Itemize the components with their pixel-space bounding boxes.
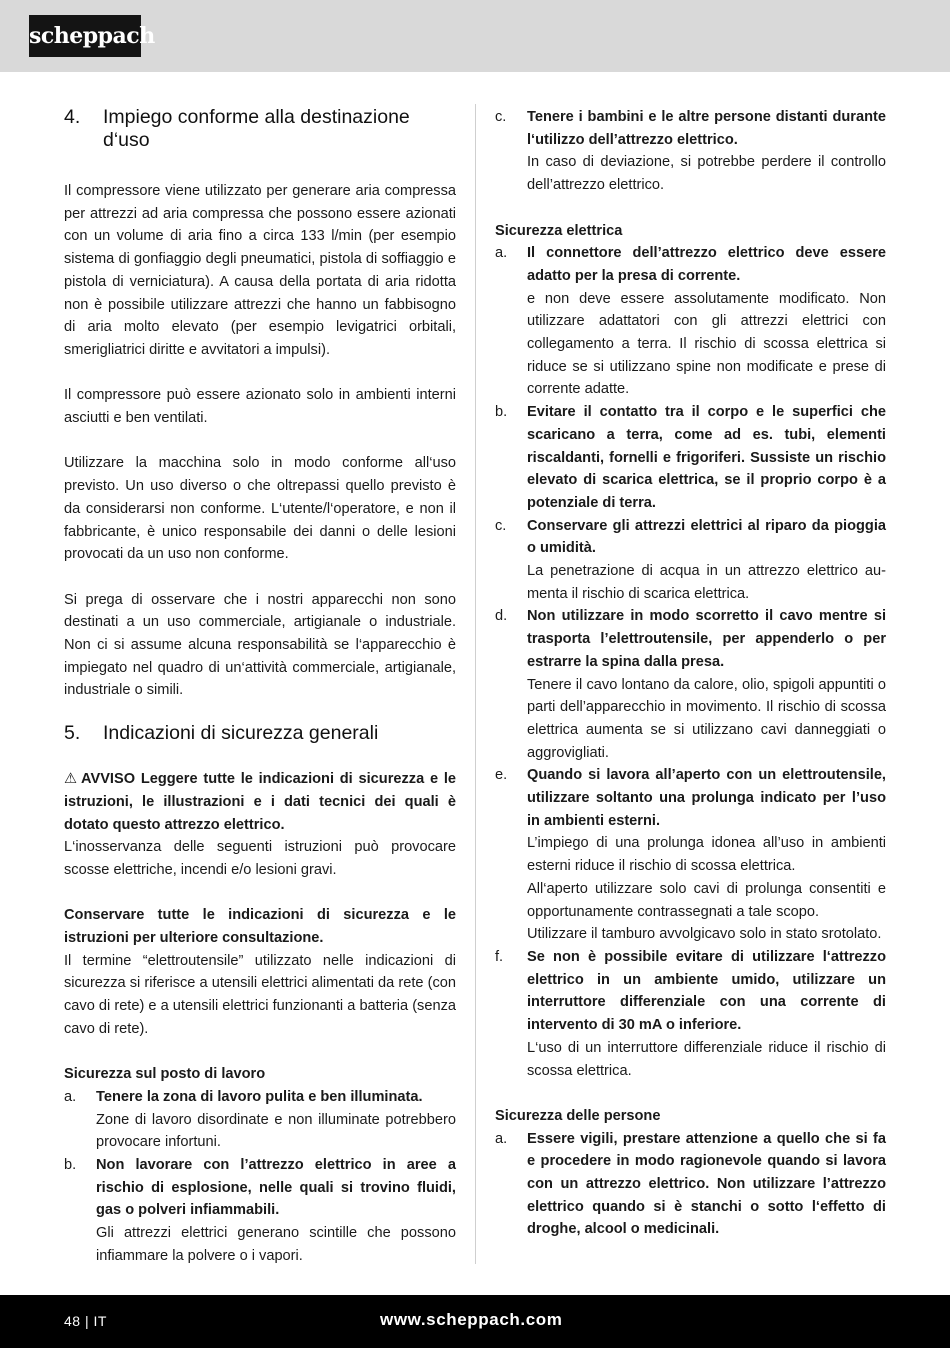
brand-logo: scheppach: [29, 15, 141, 57]
list-item-bold: Evitare il contatto tra il corpo e le superfici che scaricano a terra, come ad es. tubi, elementi riscaldanti, fornelli e frigoriferi. Sussiste un rischio elevato di scarica elettrica, se il proprio corpo è a potenziale di terra.: [527, 404, 886, 511]
list-item: [495, 242, 886, 401]
list-item-bold: Se non è possibile evitare di utilizzare l‘attrezzo elettrico in un ambiente umido, utilizzare un interruttore differenziale con una corrente di intervento di 30 mA o inferiore.: [527, 949, 886, 1034]
section-4-heading: [64, 106, 456, 152]
list-item-text: Tenere il cavo lontano da calore, olio, spigoli appuntiti o parti dell’apparecchio in movimento. Il rischio di scossa elettrica aumenta se si utilizzano cavi danneggiati o aggrovigliati.: [527, 676, 886, 761]
list-marker: d.: [495, 608, 508, 625]
section-5-heading: [64, 722, 456, 745]
list-item: [495, 605, 886, 764]
subheading-work-safety: Sicurezza sul posto di lavoro: [64, 1066, 266, 1083]
list-item-bold: Conservare gli attrezzi elettrici al riparo da pioggia o umidità.: [527, 517, 886, 557]
list-item-text: L’impiego di una prolunga idonea all’uso in ambienti esterni riduce il rischio di scossa elettrica.: [527, 835, 886, 875]
list-item-text: Zone di lavoro disordinate e non illuminate potrebbero provocare infortuni.: [96, 1111, 456, 1151]
list-marker: b.: [495, 404, 508, 421]
paragraph: Utilizzare la macchina solo in modo conforme all‘uso previsto. Un uso diverso o che oltrepassi quello previsto è da considerarsi non conforme. L‘utente/l‘operatore, e non il fabbricante, è unico responsabile dei danni o delle lesioni provocati da un uso non conforme.: [64, 455, 456, 563]
right-column: [495, 106, 886, 1241]
list-item: [495, 106, 886, 197]
website-url: www.scheppach.com: [380, 1310, 563, 1329]
paragraph: Si prega di osservare che i nostri apparecchi non sono destinati a un uso commerciale, artigianale o industriale. Non ci si assume alcuna responsabilità se l‘apparecchio è impiegato nel quadro di un‘attività commerciale, artigianale, industriale o simili.: [64, 591, 456, 699]
list-item: [495, 401, 886, 515]
page-number: 48 | IT: [64, 1313, 107, 1329]
list-item-bold: Tenere i bambini e le altre persone distanti durante l‘utilizzo dell’attrezzo elettrico.: [527, 109, 886, 148]
list-item-bold: Essere vigili, prestare attenzione a quello che si fa e procedere in modo ragionevole quando si lavora con un attrezzo elettrico. Non utilizzare l’attrezzo elettrico quando si è stanchi o sotto l‘effetto di droghe, alcool o medicinali.: [527, 1130, 886, 1238]
keep-instructions-text: Il termine “elettroutensile” utilizzato nelle indicazioni di sicurezza si riferisce a utensili elettrici alimentati da rete (con cavo di rete) e a utensili elettrici funzionanti a batteria (senza cavo di rete).: [64, 952, 456, 1037]
warning-text: L‘inosservanza delle seguenti istruzioni può provocare scosse elettriche, incendi e/o lesioni gravi.: [64, 839, 456, 878]
subheading-personal-safety: Sicurezza delle persone: [495, 1107, 661, 1124]
page-footer: [0, 1295, 950, 1348]
warning-notice: [64, 768, 456, 836]
list-item: [64, 1154, 456, 1268]
section-number: 5.: [64, 722, 81, 745]
list-marker: f.: [495, 949, 504, 965]
list-marker: a.: [495, 245, 508, 262]
list-item-bold: Non utilizzare in modo scorretto il cavo mentre si trasporta l’elettroutensile, per appenderlo o per estrarre la spina dalla presa.: [527, 608, 886, 670]
list-item-text: e non deve essere assolutamente modificato. Non utilizzare adattatori con gli attrezzi elettrici con collegamento a terra. Il rischio di scossa elettrica si riduce se si utilizzano spine non modificate e prese di corrente adatte.: [527, 290, 886, 398]
column-divider: [475, 104, 476, 1264]
section-title: Impiego conforme alla destinazione d‘uso: [103, 106, 410, 151]
list-item: [495, 764, 886, 946]
list-item-text: In caso di deviazione, si potrebbe perdere il controllo dell’attrezzo elettrico.: [527, 154, 886, 194]
keep-instructions-bold: Conservare tutte le indicazioni di sicurezza e le istruzioni per ulteriore consultazione.: [64, 907, 456, 947]
list-marker: b.: [64, 1157, 77, 1174]
warning-bold-text: AVVISO Leggere tutte le indicazioni di sicurezza e le istruzioni, le illustrazioni e i dati tecnici dei quali è dotato questo attrezzo elettrico.: [64, 771, 456, 833]
page-header: [0, 0, 950, 72]
list-item-text: La penetrazione di acqua in un attrezzo elettrico aumenta il rischio di scarica elettrica.: [527, 563, 886, 602]
list-item-bold: Tenere la zona di lavoro pulita e ben illuminata.: [96, 1088, 423, 1105]
warning-triangle-icon: ⚠: [64, 771, 78, 788]
list-item-text: L‘uso di un interruttore differenziale riduce il rischio di scossa elettrica.: [527, 1039, 886, 1079]
list-item-text: Gli attrezzi elettrici generano scintille che possono infiammare la polvere o i vapori.: [96, 1225, 456, 1264]
list-marker: c.: [495, 517, 507, 534]
list-item-text: All‘aperto utilizzare solo cavi di prolunga consentiti e opportunamente contrassegnati a tale scopo.: [527, 880, 886, 920]
list-marker: e.: [495, 767, 508, 784]
section-number: 4.: [64, 106, 81, 128]
list-item-text: Utilizzare il tamburo avvolgicavo solo in stato srotolato.: [527, 926, 882, 943]
list-item-bold: Quando si lavora all’aperto con un elettroutensile, utilizzare soltanto una prolunga indicato per l’uso in ambienti esterni.: [527, 767, 886, 829]
list-item: [64, 1086, 456, 1154]
section-title: Indicazioni di sicurezza generali: [103, 722, 379, 745]
list-marker: c.: [495, 109, 507, 125]
list-item: [495, 515, 886, 606]
list-item: [495, 1128, 886, 1242]
list-marker: a.: [64, 1088, 77, 1105]
paragraph: Il compressore può essere azionato solo in ambienti interni asciutti e ben ventilati.: [64, 387, 456, 427]
list-item-bold: Non lavorare con l’attrezzo elettrico in aree a rischio di esplosione, nelle quali si trovino fluidi, gas o polveri infiammabili.: [96, 1157, 456, 1219]
list-marker: a.: [495, 1130, 508, 1147]
paragraph: Il compressore viene utilizzato per generare aria compressa per attrezzi ad aria compressa che possono essere azionati con un volume di aria fino a circa 133 l/min (per esempio sistema di gonfiaggio degli pneumatici, pistola di soffiaggio e pistola di verniciatura). A causa della portata di aria ridotta non è possibile utilizzare attrezzi che hanno un fabbisogno di aria molto elevato (per esempio levigatrici orbitali, smerigliatrici diritte e avvitatori a impulsi).: [64, 183, 456, 358]
left-column: [64, 106, 456, 1268]
list-item-bold: Il connettore dell’attrezzo elettrico deve essere adatto per la presa di corrente.: [527, 245, 886, 284]
list-item: [495, 946, 886, 1082]
subheading-electrical-safety: Sicurezza elettrica: [495, 222, 623, 239]
